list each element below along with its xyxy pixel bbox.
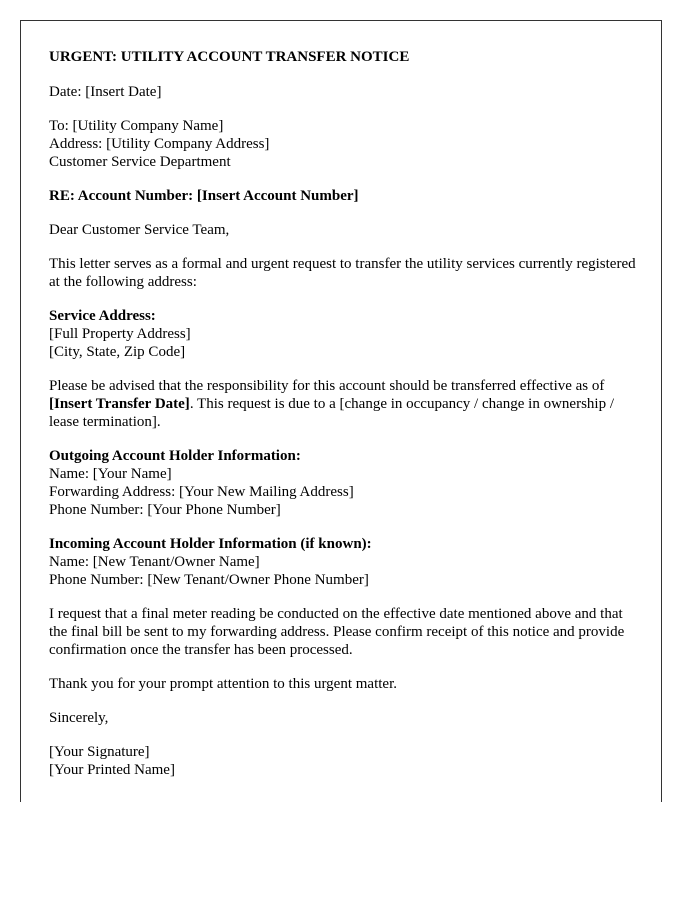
incoming-name: Name: [New Tenant/Owner Name]	[49, 554, 260, 570]
re-line: RE: Account Number: [Insert Account Number]	[49, 188, 359, 204]
advise-text: Please be advised that the responsibility for this account should be transferred effective as of	[49, 378, 605, 394]
closing: Sincerely,	[49, 710, 109, 726]
outgoing-name: Name: [Your Name]	[49, 466, 172, 482]
signature: [Your Signature]	[49, 744, 150, 760]
service-address-line: [Full Property Address]	[49, 326, 191, 342]
intro-paragraph: This letter serves as a formal and urgent request to transfer the utility services currently registered at the following address:	[49, 256, 636, 290]
letter-title: URGENT: UTILITY ACCOUNT TRANSFER NOTICE	[49, 49, 410, 65]
transfer-date: [Insert Transfer Date]	[49, 396, 190, 412]
recipient-block	[49, 117, 644, 171]
service-address-heading: Service Address:	[49, 308, 156, 324]
request-paragraph: I request that a final meter reading be conducted on the effective date mentioned above and that the final bill be sent to my forwarding address. Please confirm receipt of this notice and provide confirmation once the transfer has been processed.	[49, 606, 625, 658]
letter-page	[20, 20, 662, 802]
recipient-address: Address: [Utility Company Address]	[49, 136, 270, 152]
printed-name: [Your Printed Name]	[49, 762, 175, 778]
service-city-line: [City, State, Zip Code]	[49, 344, 186, 360]
outgoing-forwarding: Forwarding Address: [Your New Mailing Address]	[49, 484, 354, 500]
signature-block	[49, 743, 644, 779]
salutation: Dear Customer Service Team,	[49, 222, 230, 238]
advise-paragraph	[49, 377, 644, 431]
incoming-block	[49, 535, 644, 589]
recipient-department: Customer Service Department	[49, 154, 231, 170]
recipient-name: To: [Utility Company Name]	[49, 118, 224, 134]
outgoing-heading: Outgoing Account Holder Information:	[49, 448, 301, 464]
thanks-paragraph: Thank you for your prompt attention to this urgent matter.	[49, 676, 397, 692]
outgoing-phone: Phone Number: [Your Phone Number]	[49, 502, 281, 518]
date-line: Date: [Insert Date]	[49, 84, 162, 100]
outgoing-block	[49, 447, 644, 519]
advise-text-end: . This request is due to a [change in occupancy / change in ownership / lease termination].	[49, 396, 614, 430]
incoming-phone: Phone Number: [New Tenant/Owner Phone Number]	[49, 572, 369, 588]
service-address-block	[49, 307, 644, 361]
incoming-heading: Incoming Account Holder Information (if known):	[49, 536, 372, 552]
